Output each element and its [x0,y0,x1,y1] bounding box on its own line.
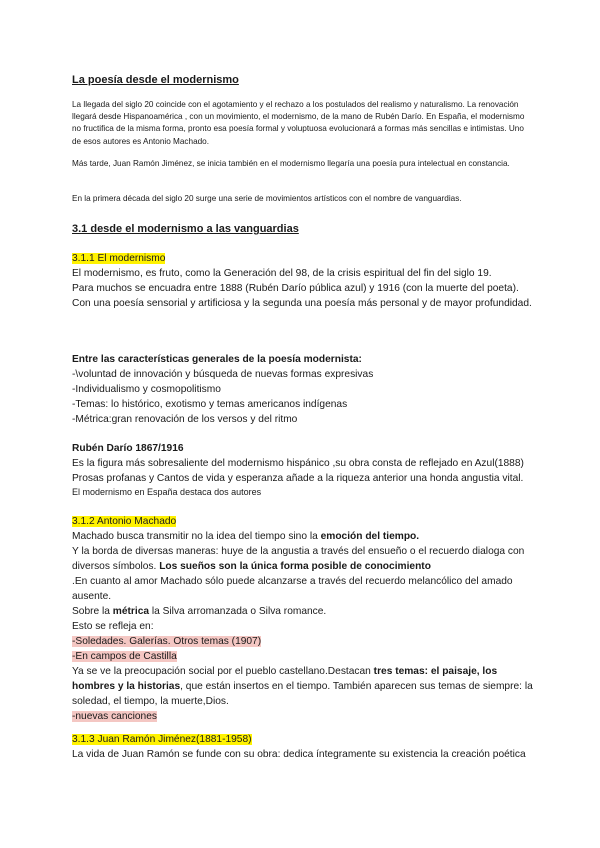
work-soledades: -Soledades. Galerías. Otros temas (1907) [72,636,262,647]
dario-block [72,441,534,499]
text-span: Sobre la [72,606,113,617]
section-3-1-2 [72,514,534,724]
feature-item: -Temas: lo histórico, exotismo y temas americanos indígenas [72,399,348,410]
dario-heading: Rubén Darío 1867/1916 [72,443,184,454]
features-block [72,352,534,427]
machado-line-4 [72,604,534,619]
work-campos-castilla: -En campos de Castilla [72,651,177,662]
jimenez-paragraph: La vida de Juan Ramón se funde con su obra: dedica íntegramente su existencia la creación poética [72,749,526,760]
work-nuevas-canciones: -nuevas canciones [72,711,157,722]
features-heading: Entre las características generales de la poesía modernista: [72,354,362,365]
text-span-bold: Los sueños son la única forma posible de conocimiento [159,561,431,572]
text-span: Machado busca transmitir no la idea del tiempo sino la [72,531,321,542]
machado-line-2 [72,544,534,574]
section-heading: 3.1 desde el modernismo a las vanguardias [72,223,299,235]
heading-3-1-1: 3.1.1 El modernismo [72,253,166,264]
machado-line-5: Esto se refleja en: [72,621,154,632]
machado-line-3: .En cuanto al amor Machado sólo puede alcanzarse a través del recuerdo melancólico del amado ausente. [72,576,513,602]
text-span-bold: emoción del tiempo. [320,531,420,542]
text-span-bold: tres temas: el paisaje, los hombres y la historias [72,666,498,692]
intro-paragraph-3: En la primera década del siglo 20 surge una serie de movimientos artísticos con el nombre de vanguardias. [72,194,462,203]
intro-paragraph-2: Más tarde, Juan Ramón Jiménez, se inicia también en el modernismo llegaría una poesía pura intelectual en constancia. [72,159,510,168]
text-span-bold: métrica [112,606,150,617]
feature-item: -\voluntad de innovación y búsqueda de nuevas formas expresivas [72,369,374,380]
machado-line-6 [72,664,534,709]
section-3-1-1 [72,251,534,311]
machado-line-1 [72,529,534,544]
dario-paragraph: Es la figura más sobresaliente del modernismo hispánico ,su obra consta de reflejado en Azul(1888) Prosas profanas y Cantos de vida y esperanza añade a la riqueza anterior una honda angustia vital. [72,458,524,484]
text-span: la Silva arromanzada o Silva romance. [149,606,327,617]
dario-note: El modernismo en España destaca dos autores [72,487,262,497]
intro-paragraph-1: La llegada del siglo 20 coincide con el agotamiento y el rechazo a los postulados del realismo y naturalismo. La renovación llegará desde Hispanoamérica , con un movimiento, el modernismo, de la mano de Rubén Darío. En España, el modernismo no fructifica de la misma forma, pronto esa poesía formal y voluptuosa evolucionará a formas más sencillas e intimistas. Uno de esos autores es Antonio Machado. [72,100,525,146]
text-span: Y la borda de diversas maneras: huye de la angustia a través del ensueño o el recuerdo dialoga con diversos símbolos. [72,546,525,572]
heading-3-1-3: 3.1.3 Juan Ramón Jiménez(1881-1958) [72,734,252,745]
document-title: La poesía desde el modernismo [72,74,239,86]
feature-item: -Individualismo y cosmopolitismo [72,384,221,395]
heading-3-1-2: 3.1.2 Antonio Machado [72,516,177,527]
feature-item: -Métrica:gran renovación de los versos y del ritmo [72,414,298,425]
text-span: Ya se ve la preocupación social por el pueblo castellano.Destacan [72,666,374,677]
section-3-1-3 [72,732,534,762]
text-span: , que están insertos en el tiempo. También aparecen sus temas de siempre: la soledad, el tiempo, la muerte,Dios. [72,681,533,707]
modernismo-paragraph-1: El modernismo, es fruto, como la Generación del 98, de la crisis espiritual del fin del siglo 19. [72,268,492,279]
modernismo-paragraph-2: Para muchos se encuadra entre 1888 (Rubén Darío pública azul) y 1916 (con la muerte del poeta). Con una poesía sensorial y artificiosa y la segunda una poesía más personal y de mayor profundidad. [72,283,532,309]
